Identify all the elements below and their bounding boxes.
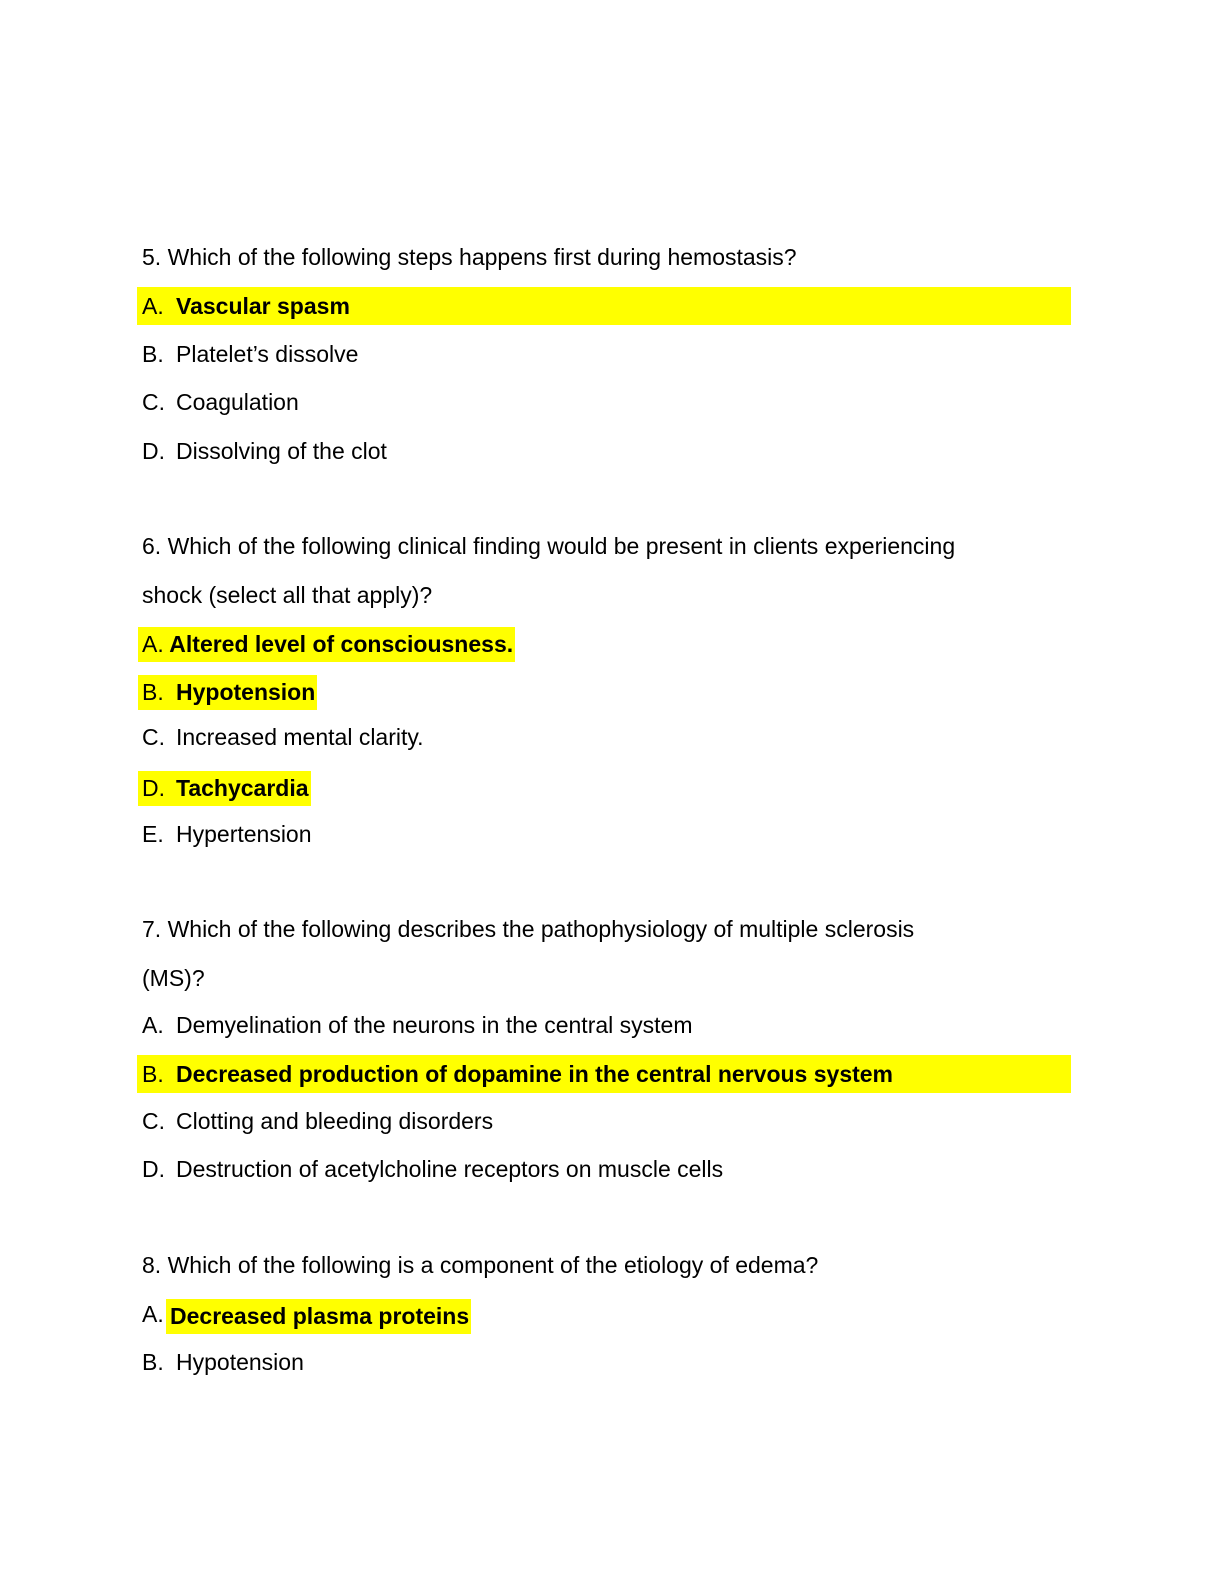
option-letter: A. bbox=[142, 1012, 164, 1038]
option-text: Altered level of consciousness. bbox=[169, 631, 514, 657]
answer-highlight bbox=[138, 675, 317, 710]
question-6-stem-line-1: 6. Which of the following clinical finding would be present in clients experiencing bbox=[142, 533, 956, 559]
answer-highlight bbox=[138, 771, 311, 806]
answer-highlight bbox=[138, 627, 515, 662]
option-text: Decreased plasma proteins bbox=[166, 1299, 471, 1334]
option-text: Destruction of acetylcholine receptors on muscle cells bbox=[176, 1156, 724, 1182]
option-text: Increased mental clarity. bbox=[176, 724, 424, 750]
option-letter: D. bbox=[142, 775, 165, 801]
option-text: Decreased production of dopamine in the central nervous system bbox=[176, 1061, 894, 1087]
question-6-option-d bbox=[142, 771, 311, 806]
option-letter: C. bbox=[142, 1108, 165, 1134]
question-5-option-b bbox=[142, 339, 358, 369]
option-letter: E. bbox=[142, 821, 164, 847]
option-letter: D. bbox=[142, 1156, 165, 1182]
option-letter: B. bbox=[142, 1349, 164, 1375]
question-6-option-e bbox=[142, 819, 312, 849]
option-text: Hypertension bbox=[176, 821, 312, 847]
question-7-stem-line-1: 7. Which of the following describes the pathophysiology of multiple sclerosis bbox=[142, 916, 915, 942]
question-6-option-a bbox=[142, 627, 515, 662]
option-text: Tachycardia bbox=[176, 775, 309, 801]
option-text: Hypotension bbox=[176, 1349, 304, 1375]
question-7-stem-line-2: (MS)? bbox=[142, 965, 205, 991]
question-5-stem: 5. Which of the following steps happens first during hemostasis? bbox=[142, 244, 797, 270]
question-6-stem-line-2: shock (select all that apply)? bbox=[142, 582, 433, 608]
question-7-option-a bbox=[142, 1010, 693, 1040]
option-text: Platelet’s dissolve bbox=[176, 341, 359, 367]
option-letter: C. bbox=[142, 724, 165, 750]
question-7-option-b bbox=[142, 1059, 893, 1089]
option-text: Coagulation bbox=[176, 389, 299, 415]
option-text: Hypotension bbox=[176, 679, 316, 705]
question-6-option-c bbox=[142, 722, 424, 752]
question-8-option-a bbox=[142, 1299, 471, 1334]
option-text: Vascular spasm bbox=[176, 293, 350, 319]
question-5-option-d bbox=[142, 436, 387, 466]
option-letter: D. bbox=[142, 438, 165, 464]
option-text: Dissolving of the clot bbox=[176, 438, 387, 464]
option-letter: B. bbox=[142, 1061, 164, 1087]
option-letter: A. bbox=[142, 293, 164, 319]
option-letter: B. bbox=[142, 679, 164, 705]
question-7-option-d bbox=[142, 1154, 723, 1184]
question-8-stem: 8. Which of the following is a component of the etiology of edema? bbox=[142, 1252, 819, 1278]
option-text: Demyelination of the neurons in the central system bbox=[176, 1012, 693, 1038]
question-6-option-b bbox=[142, 675, 317, 710]
question-5-option-c bbox=[142, 387, 299, 417]
option-text: Clotting and bleeding disorders bbox=[176, 1108, 494, 1134]
option-letter: C. bbox=[142, 389, 165, 415]
question-7-option-c bbox=[142, 1106, 493, 1136]
option-letter: A. bbox=[142, 1301, 164, 1327]
question-8-option-b bbox=[142, 1347, 304, 1377]
question-5-option-a bbox=[142, 291, 350, 321]
option-letter: B. bbox=[142, 341, 164, 367]
option-letter: A. bbox=[142, 631, 164, 657]
